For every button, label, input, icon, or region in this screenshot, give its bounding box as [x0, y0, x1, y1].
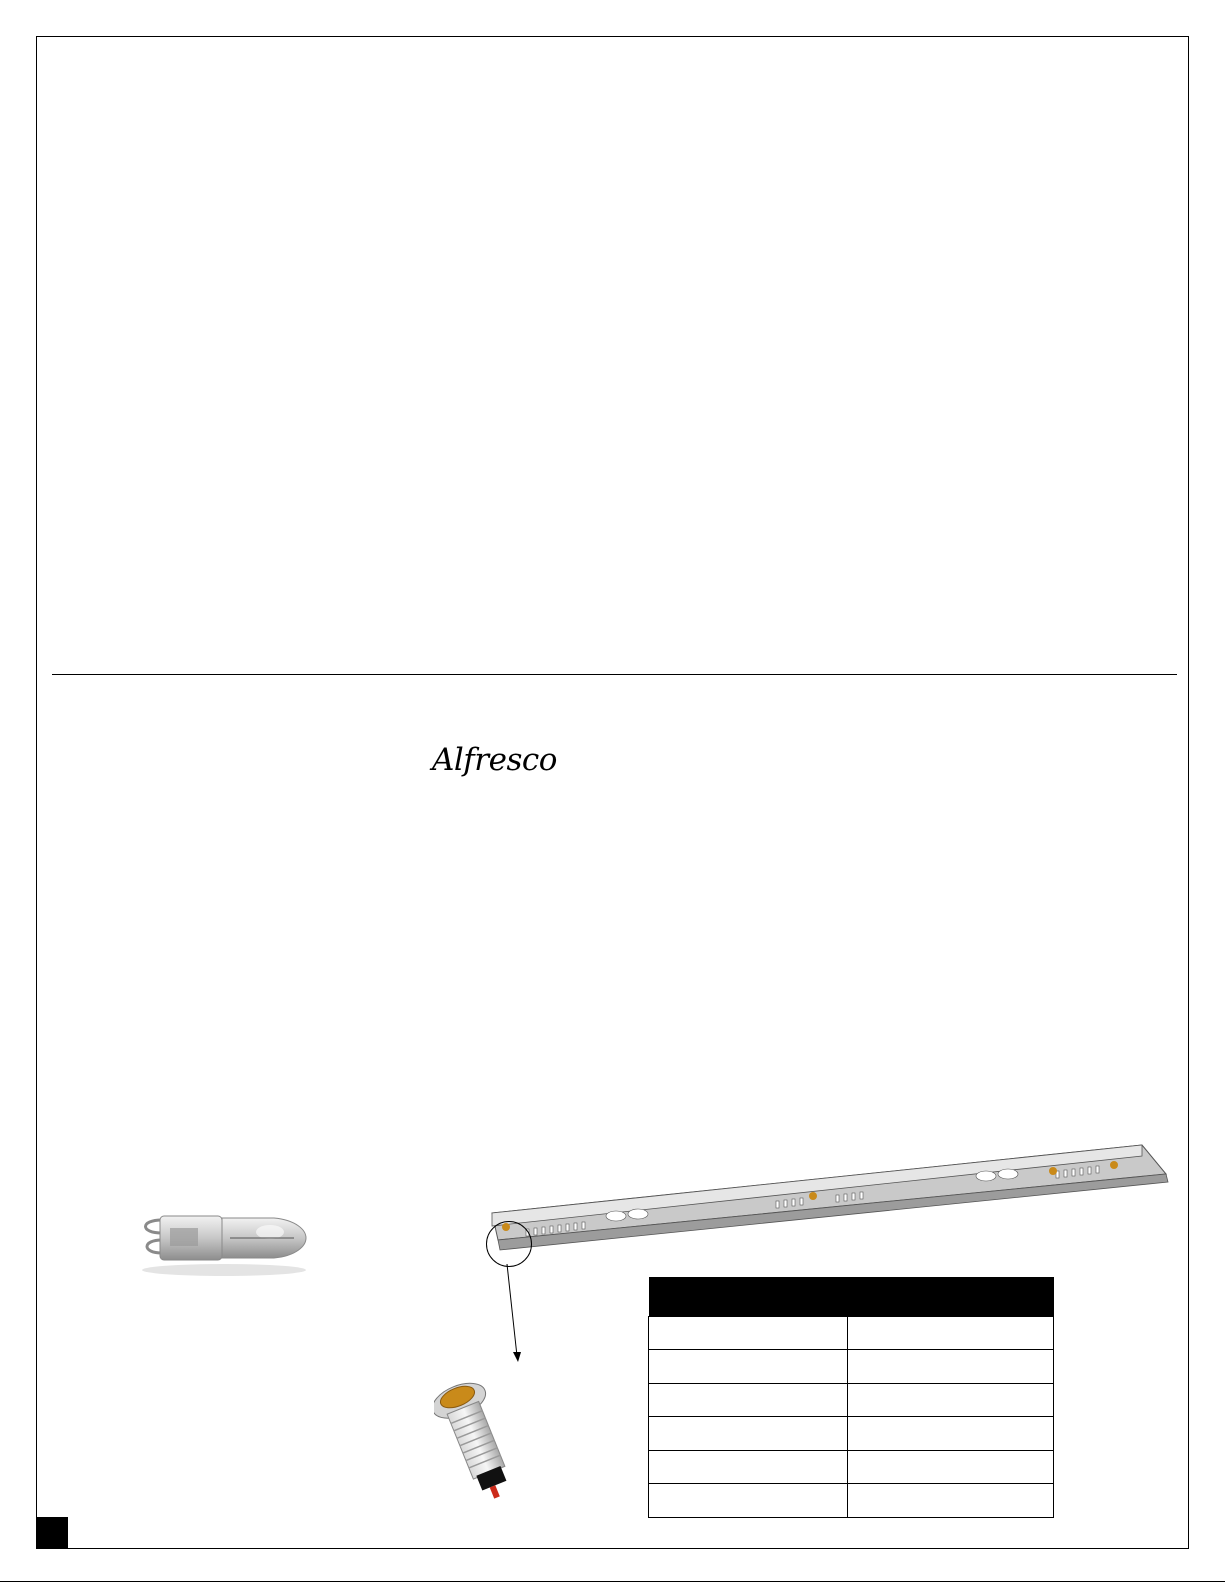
bottom-rule: [0, 1581, 1225, 1582]
section-divider: [52, 674, 1177, 675]
table-header-cell: [649, 1277, 848, 1316]
table-row: [649, 1450, 1054, 1484]
page-number-box: [37, 1517, 68, 1549]
callout-circle: [486, 1221, 532, 1267]
halogen-bulb-image: [134, 1208, 310, 1278]
table-row: [649, 1417, 1054, 1451]
indicator-light-image: [434, 1370, 544, 1500]
parts-table: [648, 1277, 1054, 1518]
table-cell: [649, 1316, 848, 1350]
table-cell: [649, 1450, 848, 1484]
table-row: [649, 1316, 1054, 1350]
table-cell: [848, 1316, 1054, 1350]
table-row: [649, 1350, 1054, 1384]
table-cell: [848, 1484, 1054, 1518]
table-cell: [649, 1383, 848, 1417]
alfresco-logo: Alfresco: [432, 742, 557, 778]
table-cell: [649, 1484, 848, 1518]
table-row: [649, 1383, 1054, 1417]
table-cell: [848, 1417, 1054, 1451]
light-rail-image: [486, 1138, 1171, 1278]
table-cell: [848, 1450, 1054, 1484]
table-cell: [848, 1383, 1054, 1417]
table-row: [649, 1484, 1054, 1518]
callout-arrow: [505, 1264, 525, 1364]
table-header-row: [649, 1277, 1054, 1316]
table-cell: [649, 1417, 848, 1451]
table-cell: [649, 1350, 848, 1384]
table-cell: [848, 1350, 1054, 1384]
table-header-cell: [848, 1277, 1054, 1316]
